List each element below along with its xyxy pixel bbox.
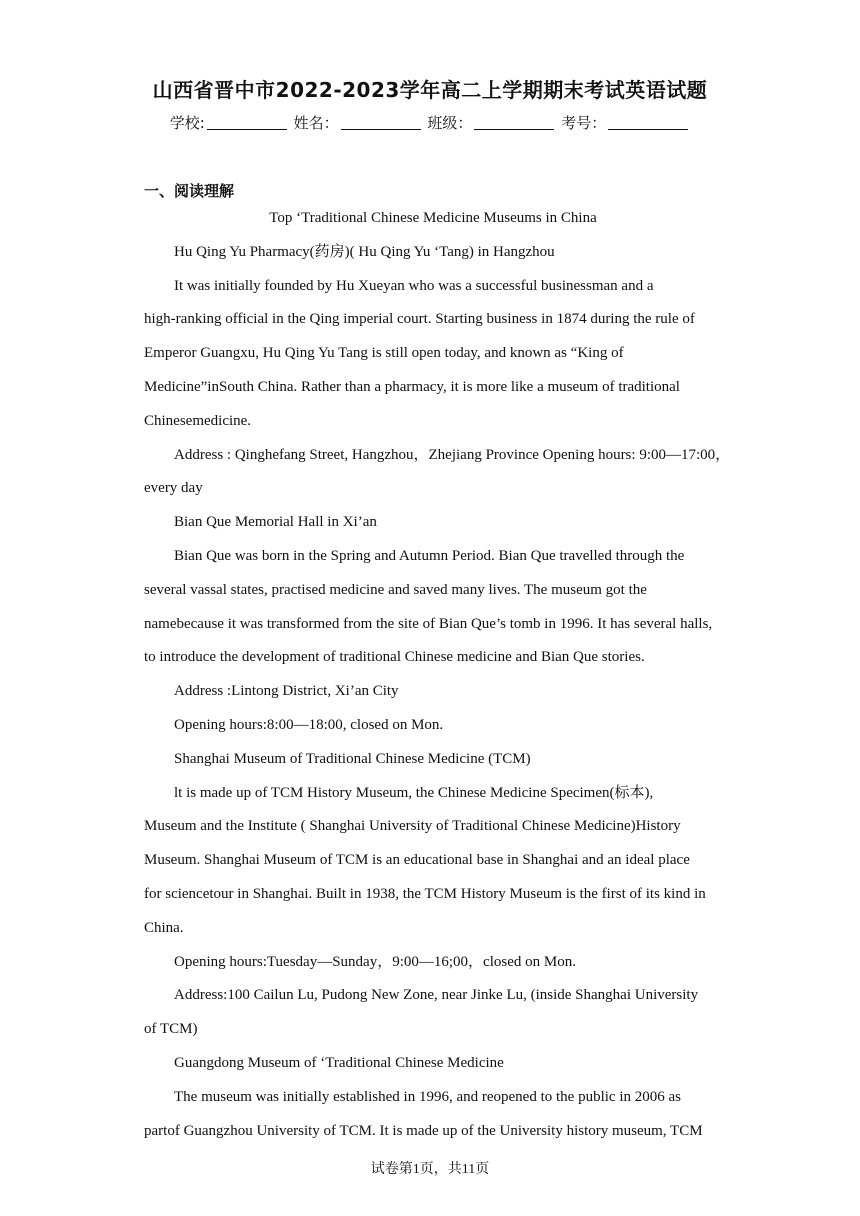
- passage-line: of TCM): [144, 1021, 198, 1038]
- class-label: 班级：: [427, 114, 473, 132]
- passage-line: It was initially founded by Hu Xueyan who was a successful businessman and a: [174, 277, 654, 294]
- name-label: 姓名：: [293, 114, 339, 132]
- passage-line: Emperor Guangxu, Hu Qing Yu Tang is still open today, and known as “King of: [144, 345, 624, 362]
- passage-line: Medicine”inSouth China. Rather than a pharmacy, it is more like a museum of traditional: [144, 378, 680, 395]
- museum-heading: Bian Que Memorial Hall in Xi’an: [174, 514, 377, 531]
- passage-line: Chinesemedicine.: [144, 412, 252, 429]
- section-heading: 一、阅读理解: [144, 182, 235, 200]
- passage-line: high-ranking official in the Qing imperial court. Starting business in 1874 during the rule of: [144, 311, 695, 328]
- passage-line: Bian Que was born in the Spring and Autumn Period. Bian Que travelled through the: [174, 547, 685, 564]
- passage-line: Museum. Shanghai Museum of TCM is an educational base in Shanghai and an ideal place: [144, 852, 690, 869]
- passage-line: The museum was initially established in 1996, and reopened to the public in 2006 as: [174, 1088, 681, 1105]
- exam-number-blank[interactable]: [608, 115, 688, 130]
- passage-line: several vassal states, practised medicine and saved many lives. The museum got the: [144, 581, 647, 598]
- exam-title: 山西省晋中市2022-2023学年高二上学期期末考试英语试题: [152, 78, 708, 102]
- passage-line: Address : Qinghefang Street, Hangzhou，Zhejiang Province Opening hours: 9:00—17:00，: [174, 446, 731, 463]
- passage-line: to introduce the development of traditional Chinese medicine and Bian Que stories.: [144, 649, 645, 666]
- name-blank[interactable]: [341, 115, 421, 130]
- museum-heading: Shanghai Museum of Traditional Chinese Medicine (TCM): [174, 750, 531, 767]
- passage-line: every day: [144, 480, 203, 497]
- school-blank[interactable]: [207, 115, 287, 130]
- class-blank[interactable]: [474, 115, 554, 130]
- passage-line: Address :Lintong District, Xi’an City: [174, 683, 399, 700]
- museum-heading: Hu Qing Yu Pharmacy(药房)( Hu Qing Yu ‘Tang) in Hangzhou: [174, 243, 555, 260]
- passage-line: lt is made up of TCM History Museum, the Chinese Medicine Specimen(标本),: [174, 784, 654, 801]
- student-info-fields: [0, 112, 860, 133]
- passage-line: namebecause it was transformed from the site of Bian Que’s tomb in 1996. It has several halls,: [144, 615, 713, 632]
- passage-line: partof Guangzhou University of TCM. It is made up of the University history museum, TCM: [144, 1122, 703, 1139]
- passage-line: Opening hours:Tuesday—Sunday，9:00—16;00，closed on Mon.: [174, 953, 576, 970]
- museum-heading: Guangdong Museum of ‘Traditional Chinese Medicine: [174, 1054, 504, 1071]
- passage-line: Museum and the Institute ( Shanghai University of Traditional Chinese Medicine)History: [144, 818, 681, 835]
- school-label: 学校:: [169, 114, 205, 132]
- exam-number-label: 考号：: [561, 114, 607, 132]
- passage-line: Opening hours:8:00—18:00, closed on Mon.: [174, 716, 444, 733]
- passage-line: for sciencetour in Shanghai. Built in 1938, the TCM History Museum is the first of its kind in: [144, 885, 706, 902]
- reading-passage: [144, 202, 731, 1148]
- passage-line: Address:100 Cailun Lu, Pudong New Zone, near Jinke Lu, (inside Shanghai University: [174, 987, 699, 1004]
- page-footer: 试卷第1页，共11页: [370, 1162, 490, 1177]
- passage-title: Top ‘Traditional Chinese Medicine Museums in China: [269, 210, 597, 226]
- passage-line: China.: [144, 919, 184, 936]
